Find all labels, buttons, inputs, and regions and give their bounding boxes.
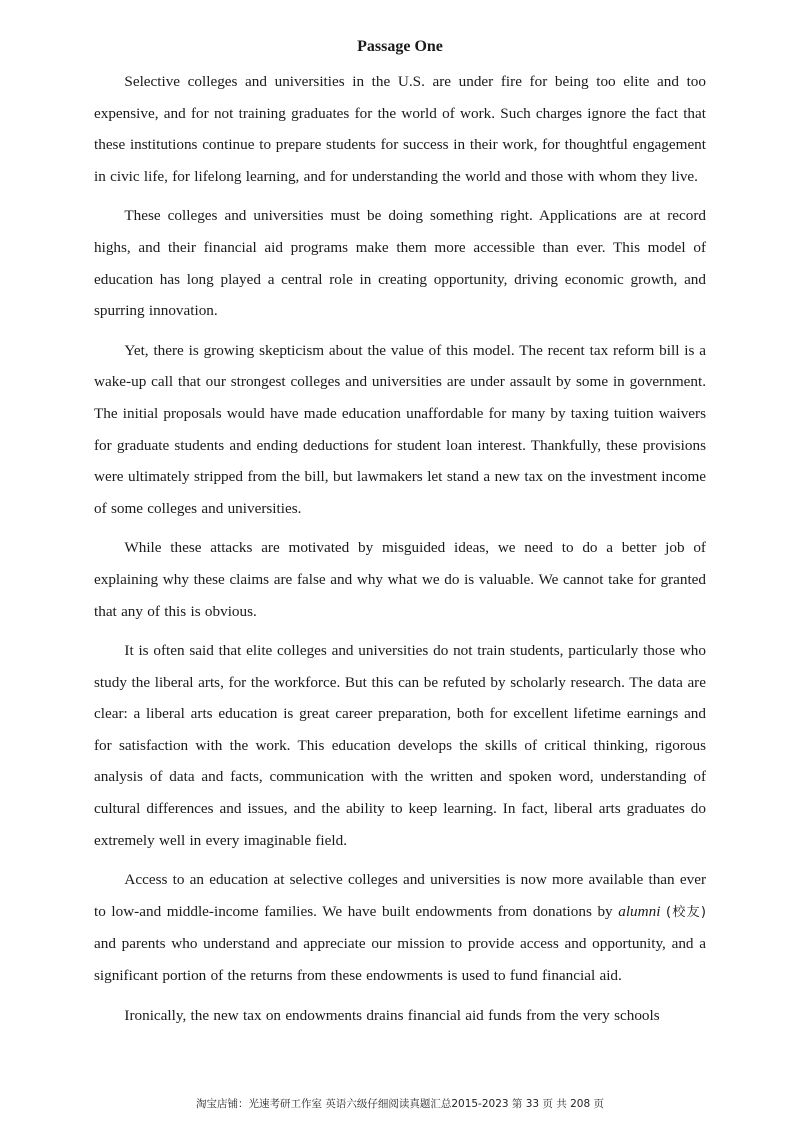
paragraph-6 — [94, 864, 706, 991]
passage-body — [94, 66, 706, 1039]
paragraph-2: These colleges and universities must be doing something right. Applications are at record highs, and their financial aid programs make them more accessible than ever. This model of education has long played a central role in creating opportunity, driving economic growth, and spurring innovation. — [94, 207, 706, 320]
page-footer: 淘宝店铺：光速考研工作室 英语六级仔细阅读真题汇总2015-2023 第 33 页 共 208 页 — [196, 1098, 604, 1110]
glossary-gloss: (校友) — [666, 904, 706, 920]
paragraph-6-after: and parents who understand and appreciate our mission to provide access and opportunity, and a significant portion of the returns from these endowments is used to fund financial aid. — [94, 935, 706, 985]
paragraph-1: Selective colleges and universities in the U.S. are under fire for being too elite and too expensive, and for not training graduates for the world of work. Such charges ignore the fact that these institutions continue to prepare students for success in their work, for thoughtful engagement in civic life, for lifelong learning, and for understanding the world and those with whom they live. — [94, 73, 706, 185]
paragraph-6-before: Access to an education at selective colleges and universities is now more available than ever to low-and middle-income families. We have built endowments from donations by — [94, 871, 706, 920]
paragraph-5: It is often said that elite colleges and universities do not train students, particularly those who study the liberal arts, for the workforce. But this can be refuted by scholarly research. The data are clear: a liberal arts education is great career preparation, both for excellent lifetime earnings and for satisfaction with the work. This education develops the skills of critical thinking, rigorous analysis of data and facts, communication with the written and spoken word, understanding of cultural differences and issues, and the ability to keep learning. In fact, liberal arts graduates do extremely well in every imaginable field. — [94, 642, 706, 849]
paragraph-7: Ironically, the new tax on endowments drains financial aid funds from the very schools — [124, 1006, 660, 1024]
paragraph-3: Yet, there is growing skepticism about the value of this model. The recent tax reform bill is a wake-up call that our strongest colleges and universities are under assault by some in government. The initial proposals would have made education unaffordable for many by taxing tuition waivers for graduate students and ending deductions for student loan interest. Thankfully, these provisions were ultimately stripped from the bill, but lawmakers let stand a new tax on the investment income of some colleges and universities. — [94, 341, 706, 517]
passage-title: Passage One — [357, 38, 443, 55]
glossary-term: alumni — [618, 902, 661, 920]
paragraph-4: While these attacks are motivated by misguided ideas, we need to do a better job of explaining why these claims are false and why what we do is valuable. We cannot take for granted that any of this is obvious. — [94, 539, 706, 620]
